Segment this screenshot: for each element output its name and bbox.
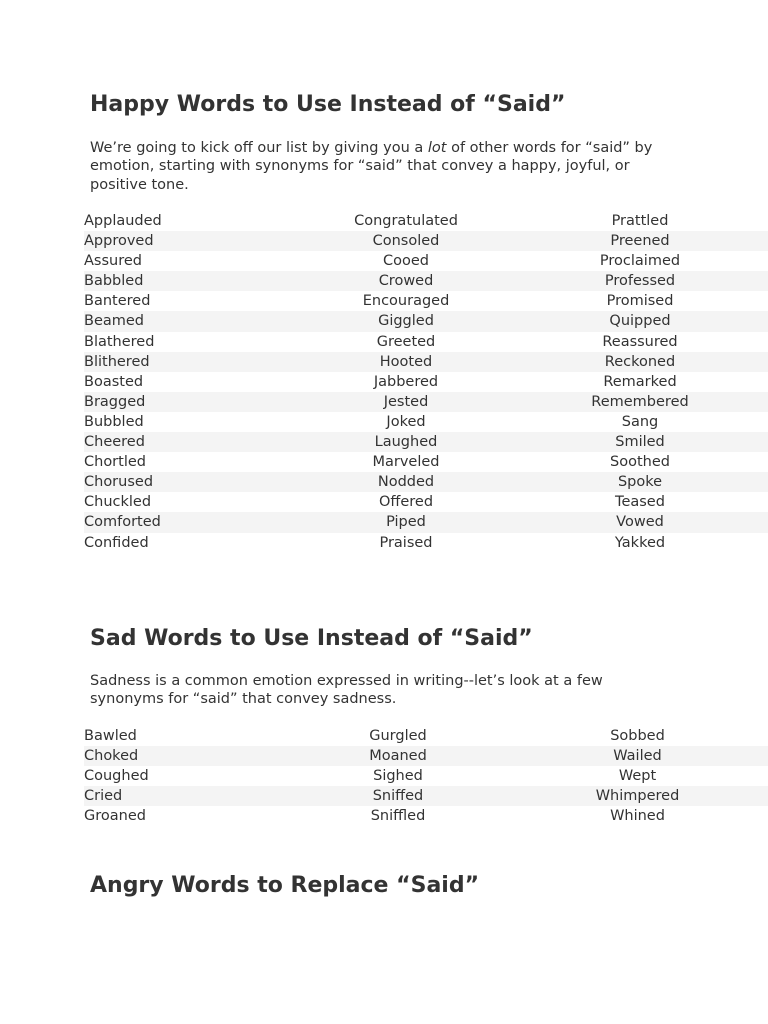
word-cell: Consoled <box>300 231 512 251</box>
word-row <box>84 452 768 472</box>
sad-section-heading: Sad Words to Use Instead of “Said” <box>90 626 533 651</box>
word-cell: Confided <box>84 534 149 551</box>
word-cell: Wept <box>618 768 657 785</box>
word-cell: Wailed <box>507 746 768 766</box>
word-row <box>84 512 768 532</box>
word-row <box>84 291 768 311</box>
word-cell: Quipped <box>512 311 768 331</box>
word-cell: Sniffed <box>289 786 507 806</box>
happy-intro-emphasis: lot <box>427 140 447 156</box>
word-cell: Blathered <box>84 333 155 350</box>
word-row <box>84 271 768 291</box>
word-cell: Spoke <box>512 472 768 492</box>
word-cell: Approved <box>84 231 300 251</box>
word-cell: Cooed <box>383 253 429 270</box>
word-cell: Marveled <box>372 454 440 471</box>
word-cell: Sighed <box>373 768 423 785</box>
word-cell: Reckoned <box>512 352 768 372</box>
word-cell: Teased <box>615 494 665 511</box>
word-cell: Coughed <box>84 768 149 785</box>
sad-words-table <box>84 726 768 826</box>
happy-section-heading: Happy Words to Use Instead of “Said” <box>90 92 566 117</box>
word-cell: Choked <box>84 746 289 766</box>
word-cell: Sang <box>621 413 659 430</box>
word-cell: Remembered <box>512 392 768 412</box>
word-row <box>84 806 768 826</box>
word-row <box>84 372 768 392</box>
happy-section-intro <box>90 139 690 194</box>
word-cell: Jested <box>300 392 512 412</box>
word-row <box>84 231 768 251</box>
word-cell: Chorused <box>84 472 300 492</box>
word-cell: Proclaimed <box>599 253 681 270</box>
word-row <box>84 352 768 372</box>
word-cell: Sobbed <box>610 728 665 744</box>
word-cell: Chuckled <box>84 494 152 511</box>
word-cell: Sniffled <box>370 808 426 825</box>
word-row <box>84 726 768 746</box>
word-cell: Encouraged <box>362 293 450 310</box>
word-cell: Comforted <box>84 512 300 532</box>
word-row <box>84 392 768 412</box>
angry-section-heading: Angry Words to Replace “Said” <box>90 873 480 898</box>
word-cell: Praised <box>379 534 433 551</box>
word-cell: Hooted <box>300 352 512 372</box>
word-cell: Cried <box>84 786 289 806</box>
word-cell: Joked <box>386 413 426 430</box>
word-cell: Jabbered <box>373 373 439 390</box>
word-cell: Bubbled <box>84 413 144 430</box>
word-cell: Giggled <box>300 311 512 331</box>
word-cell: Yakked <box>614 534 666 551</box>
word-cell: Moaned <box>289 746 507 766</box>
happy-words-table <box>84 211 768 553</box>
happy-intro-text-end: of other words for “said” by emotion, starting with synonyms for “said” that convey a happy, joyful, or positive tone. <box>90 140 653 193</box>
word-cell: Whined <box>610 808 665 825</box>
word-row <box>84 311 768 331</box>
word-cell: Laughed <box>300 432 512 452</box>
word-row <box>84 211 768 231</box>
word-cell: Gurgled <box>369 728 427 744</box>
word-cell: Nodded <box>300 472 512 492</box>
word-row <box>84 766 768 786</box>
happy-intro-text-start: We’re going to kick off our list by giving you a <box>90 140 428 156</box>
word-cell: Prattled <box>611 213 669 229</box>
word-cell: Congratulated <box>354 213 458 229</box>
word-row <box>84 251 768 271</box>
word-cell: Beamed <box>84 311 300 331</box>
word-cell: Soothed <box>610 454 670 471</box>
word-cell: Vowed <box>512 512 768 532</box>
word-row <box>84 746 768 766</box>
word-cell: Remarked <box>603 373 677 390</box>
word-row <box>84 492 768 512</box>
word-cell: Blithered <box>84 352 300 372</box>
word-cell: Cheered <box>84 432 300 452</box>
word-row <box>84 472 768 492</box>
word-cell: Babbled <box>84 271 300 291</box>
word-cell: Reassured <box>602 333 678 350</box>
word-row <box>84 432 768 452</box>
word-cell: Bragged <box>84 392 300 412</box>
sad-section-intro: Sadness is a common emotion expressed in writing--let’s look at a few synonyms for “said” that convey sadness. <box>90 673 603 708</box>
word-cell: Crowed <box>300 271 512 291</box>
word-cell: Bantered <box>84 293 151 310</box>
word-row <box>84 332 768 352</box>
word-row <box>84 412 768 432</box>
word-cell: Assured <box>84 253 142 270</box>
word-cell: Piped <box>300 512 512 532</box>
word-cell: Smiled <box>512 432 768 452</box>
word-cell: Offered <box>378 494 434 511</box>
word-cell: Chortled <box>84 454 146 471</box>
word-row <box>84 533 768 553</box>
word-cell: Groaned <box>84 808 146 825</box>
word-cell: Whimpered <box>507 786 768 806</box>
word-cell: Applauded <box>84 213 162 229</box>
word-cell: Preened <box>512 231 768 251</box>
word-cell: Professed <box>512 271 768 291</box>
word-row <box>84 786 768 806</box>
word-cell: Boasted <box>84 373 144 390</box>
word-cell: Promised <box>606 293 674 310</box>
word-cell: Greeted <box>376 333 436 350</box>
word-cell: Bawled <box>84 728 137 744</box>
